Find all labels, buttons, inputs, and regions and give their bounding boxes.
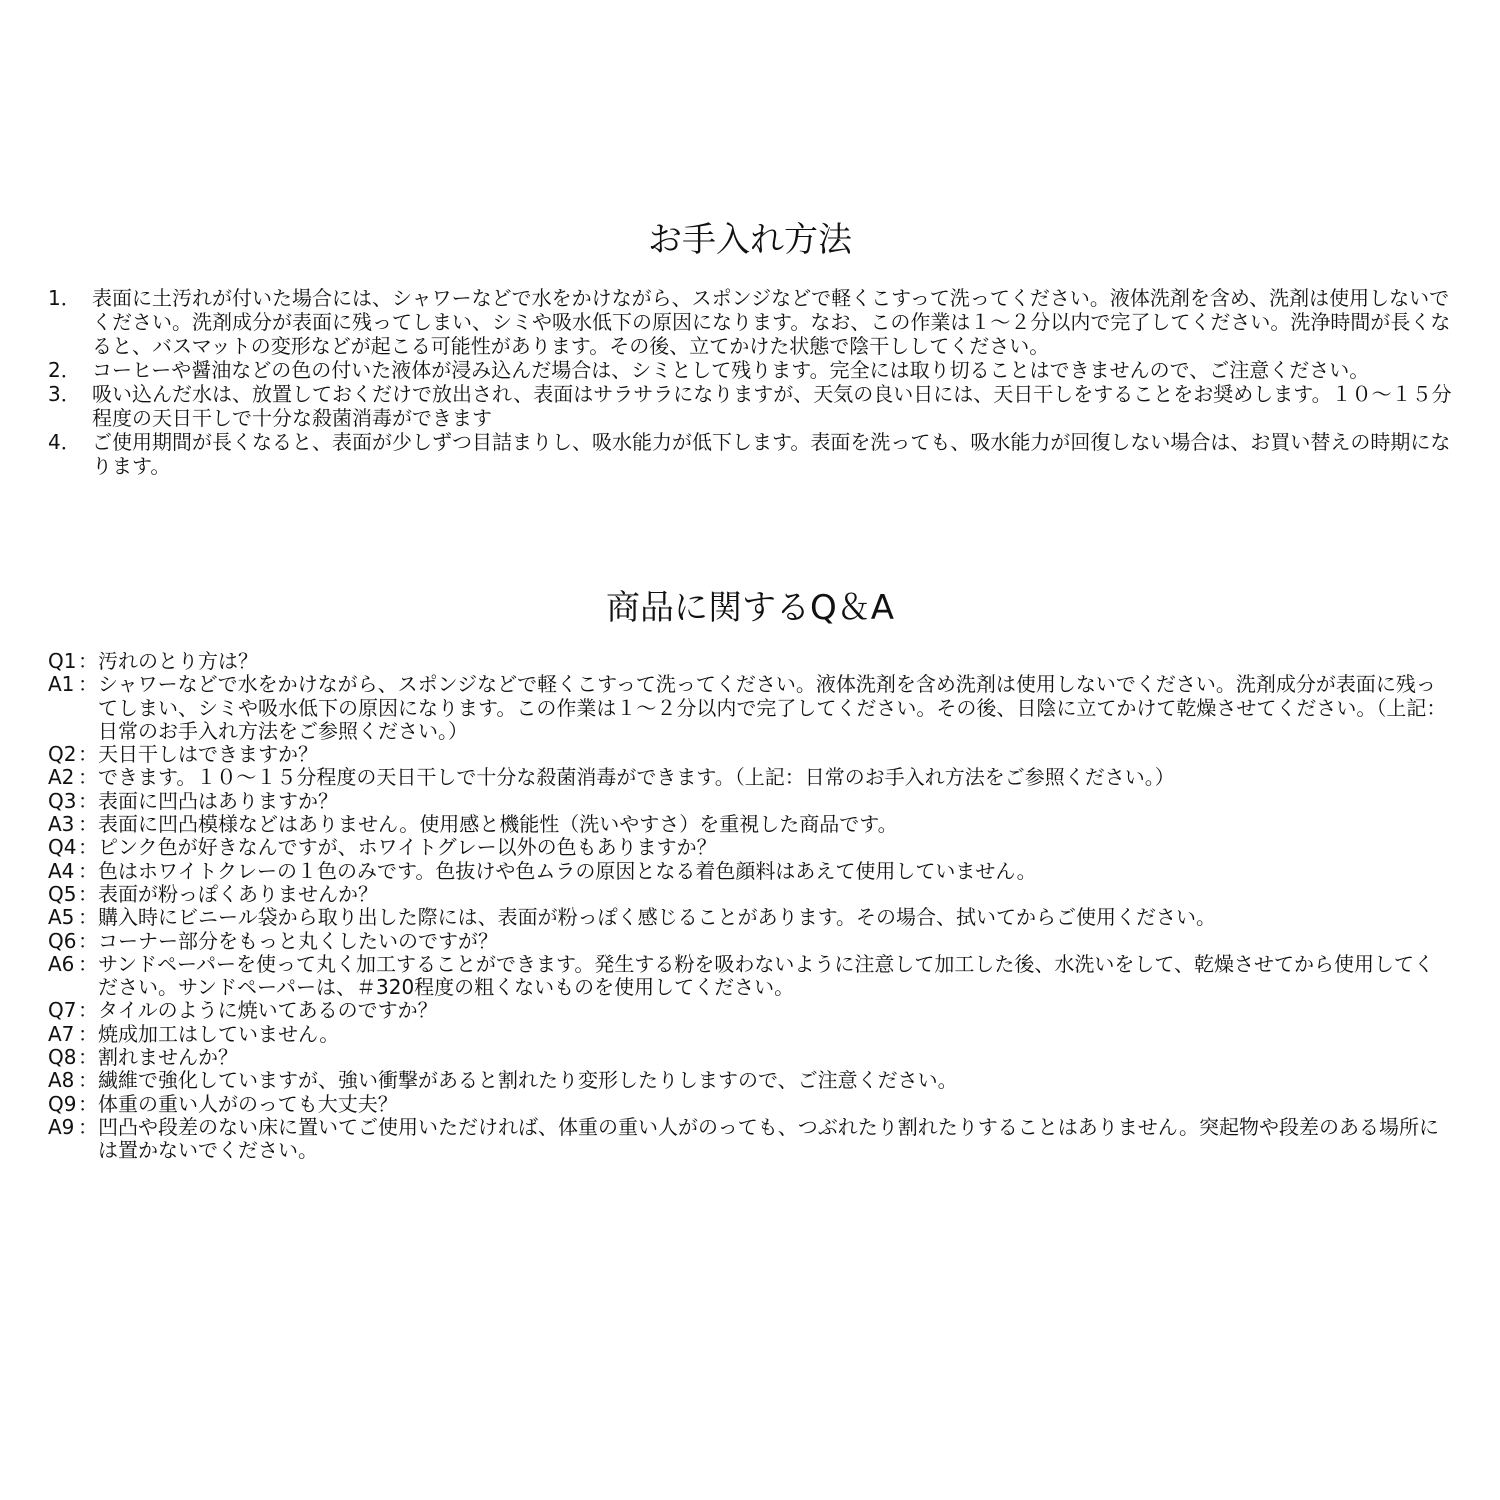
qa-separator: ： <box>78 742 98 767</box>
care-item-number: 4． <box>48 430 81 454</box>
qa-separator: ： <box>78 1045 98 1070</box>
qa-label <box>48 883 98 906</box>
qa-label <box>48 1023 98 1046</box>
qa-separator: ： <box>78 998 98 1023</box>
qa-text: ピンク色が好きなんですが、ホワイトグレー以外の色もありますか？ <box>98 835 717 860</box>
care-item-text: コーヒーや醤油などの色の付いた液体が浸み込んだ場合は、シミとして残ります。完全には取り切ることはできませんので、ご注意ください。 <box>92 358 1370 382</box>
care-item-number: 3． <box>48 382 81 406</box>
qa-separator: ： <box>78 881 98 906</box>
qa-label <box>48 999 98 1022</box>
qa-label <box>48 1116 98 1163</box>
qa-question <box>48 836 1448 859</box>
qa-text: 天日干しはできますか？ <box>98 742 318 767</box>
qa-text: 購入時にビニール袋から取り出した際には、表面が粉っぽく感じることがあります。その場合、拭いてからご使用ください。 <box>98 905 1216 930</box>
qa-separator: ： <box>78 905 98 930</box>
qa-id: Q2 <box>48 742 77 767</box>
qa-question <box>48 790 1448 813</box>
qa-text: 凹凸や段差のない床に置いてご使用いただければ、体重の重い人がのっても、つぶれたり割れたりすることはありません。突起物や段差のある場所には置かないでください。 <box>98 1114 1439 1163</box>
care-item-text: 表面に土汚れが付いた場合には、シャワーなどで水をかけながら、スポンジなどで軽くこすって洗ってください。液体洗剤を含め、洗剤は使用しないでください。洗剤成分が表面に残ってしまい、シミや吸水低下の原因になります。なお、この作業は１～２分以内で完了してください。洗浄時間が長くなると、バスマットの変形などが起こる可能性があります。その後、立てかけた状態で陰干ししてください。 <box>92 286 1451 358</box>
qa-text: 汚れのとり方は？ <box>98 649 258 673</box>
care-item <box>48 382 1468 430</box>
qa-id: A2 <box>48 765 75 790</box>
qa-id: A6 <box>48 951 75 976</box>
qa-separator: ： <box>78 1021 98 1046</box>
qa-separator: ： <box>78 835 98 860</box>
qa-label <box>48 766 98 789</box>
qa-id: Q8 <box>48 1045 77 1070</box>
qa-answer <box>48 673 1448 743</box>
qa-label <box>48 860 98 883</box>
qa-label <box>48 930 98 953</box>
qa-list <box>48 650 1448 1163</box>
qa-label <box>48 1093 98 1116</box>
qa-separator: ： <box>78 672 98 697</box>
qa-text: 焼成加工はしていません。 <box>98 1021 340 1046</box>
qa-id: A8 <box>48 1068 75 1093</box>
qa-label <box>48 1046 98 1069</box>
care-item <box>48 430 1468 478</box>
qa-question <box>48 883 1448 906</box>
qa-id: A9 <box>48 1114 75 1139</box>
qa-label <box>48 650 98 673</box>
qa-separator: ： <box>78 951 98 976</box>
qa-separator: ： <box>78 649 98 673</box>
care-item <box>48 358 1468 382</box>
qa-id: Q5 <box>48 881 77 906</box>
qa-id: A5 <box>48 905 75 930</box>
qa-separator: ： <box>78 788 98 813</box>
qa-id: Q6 <box>48 928 77 953</box>
qa-id: Q4 <box>48 835 77 860</box>
qa-answer <box>48 906 1448 929</box>
qa-label <box>48 1069 98 1092</box>
qa-text: シャワーなどで水をかけながら、スポンジなどで軽くこすって洗ってください。液体洗剤を含め洗剤は使用しないでください。洗剤成分が表面に残ってしまい、シミや吸水低下の原因になります。この作業は１～２分以内で完了してください。その後、日陰に立てかけて乾燥させてください。（上記：日常のお手入れ方法をご参照ください。） <box>98 672 1447 743</box>
qa-text: 割れませんか？ <box>98 1045 238 1070</box>
qa-label <box>48 836 98 859</box>
qa-question <box>48 1093 1448 1116</box>
qa-text: 色はホワイトクレーの１色のみです。色抜けや色ムラの原因となる着色顔料はあえて使用していません。 <box>98 858 1037 883</box>
qa-id: A7 <box>48 1021 75 1046</box>
qa-label <box>48 790 98 813</box>
qa-separator: ： <box>78 1068 98 1093</box>
care-item <box>48 286 1468 358</box>
qa-label <box>48 953 98 1000</box>
qa-text: 表面が粉っぽくありませんか？ <box>98 881 378 906</box>
care-section-title: お手入れ方法 <box>648 220 852 260</box>
qa-question <box>48 743 1448 766</box>
qa-id: A3 <box>48 812 75 837</box>
qa-answer <box>48 766 1448 789</box>
care-item-number: 2． <box>48 358 81 382</box>
care-instructions-list <box>48 286 1468 478</box>
qa-text: できます。１０～１５分程度の天日干しで十分な殺菌消毒ができます。（上記：日常のお手入れ方法をご参照ください。） <box>98 765 1175 790</box>
qa-text: タイルのように焼いてあるのですか？ <box>98 998 438 1023</box>
qa-label <box>48 743 98 766</box>
qa-question <box>48 930 1448 953</box>
qa-id: Q7 <box>48 998 77 1023</box>
qa-separator: ： <box>78 858 98 883</box>
qa-text: 体重の重い人がのっても大丈夫？ <box>98 1091 398 1116</box>
qa-id: Q3 <box>48 788 77 813</box>
qa-answer <box>48 1116 1448 1163</box>
qa-text: 表面に凹凸模様などはありません。使用感と機能性（洗いやすさ）を重視した商品です。 <box>98 812 898 837</box>
qa-question <box>48 650 1448 673</box>
care-item-text: 吸い込んだ水は、放置しておくだけで放出され、表面はサラサラになりますが、天気の良い日には、天日干しをすることをお奨めします。１０～１５分程度の天日干しで十分な殺菌消毒ができます <box>92 382 1452 430</box>
qa-answer <box>48 860 1448 883</box>
care-item-text: ご使用期間が長くなると、表面が少しずつ目詰まりし、吸水能力が低下します。表面を洗っても、吸水能力が回復しない場合は、お買い替えの時期になります。 <box>92 430 1451 478</box>
qa-label <box>48 673 98 743</box>
qa-text: 繊維で強化していますが、強い衝撃があると割れたり変形したりしますので、ご注意ください。 <box>98 1068 958 1093</box>
qa-separator: ： <box>78 928 98 953</box>
care-item-number: 1． <box>48 286 81 310</box>
qa-id: Q9 <box>48 1091 77 1116</box>
qa-answer <box>48 1023 1448 1046</box>
qa-id: A1 <box>48 672 75 697</box>
qa-question <box>48 1046 1448 1069</box>
qa-text: サンドペーパーを使って丸く加工することができます。発生する粉を吸わないように注意して加工した後、水洗いをして、乾燥させてから使用してください。サンドペーパーは、＃320程度の粗くないものを使用してください。 <box>98 951 1434 1000</box>
qa-question <box>48 999 1448 1022</box>
qa-id: Q1 <box>48 649 77 673</box>
qa-separator: ： <box>78 1114 98 1139</box>
qa-section-title: 商品に関するQ＆A <box>605 588 895 628</box>
qa-label <box>48 906 98 929</box>
qa-separator: ： <box>78 765 98 790</box>
qa-text: 表面に凹凸はありますか？ <box>98 788 338 813</box>
qa-id: A4 <box>48 858 75 883</box>
qa-text: コーナー部分をもっと丸くしたいのですが？ <box>98 928 498 953</box>
qa-separator: ： <box>78 812 98 837</box>
qa-answer <box>48 953 1448 1000</box>
qa-answer <box>48 1069 1448 1092</box>
qa-answer <box>48 813 1448 836</box>
qa-label <box>48 813 98 836</box>
qa-separator: ： <box>78 1091 98 1116</box>
